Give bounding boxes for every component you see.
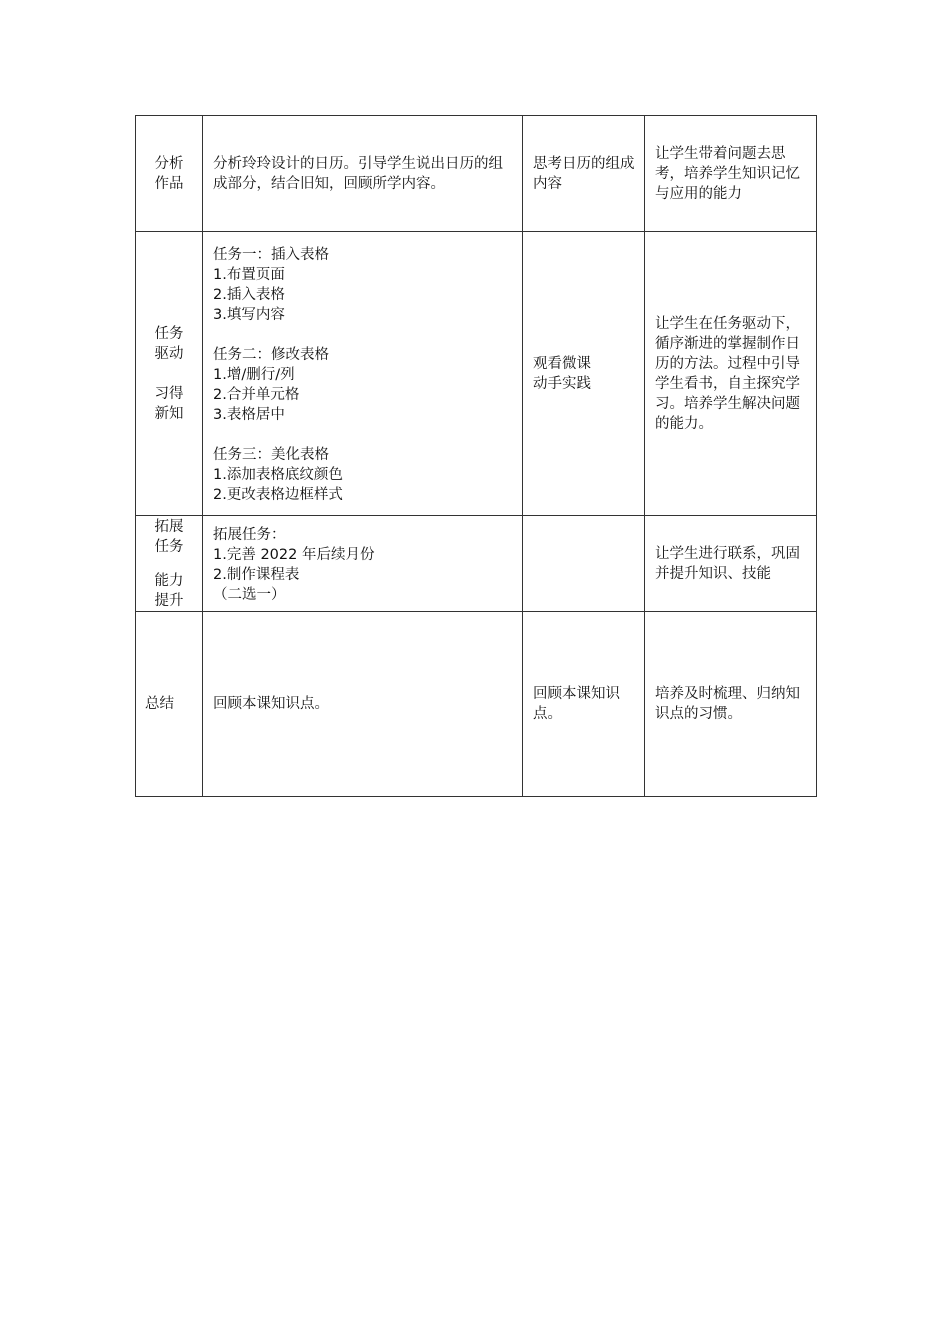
table-row <box>136 516 817 612</box>
stage-text: 任务 <box>154 325 184 342</box>
stage-text: 习得 <box>154 385 184 402</box>
task-item: 2.更改表格边框样式 <box>213 486 343 503</box>
content-text: 回顾本课知识点。 <box>213 696 329 712</box>
stage-text: 拓展 <box>154 518 184 535</box>
task-title: 任务二：修改表格 <box>213 346 329 363</box>
stage-text: 总结 <box>145 696 174 712</box>
task-title: 任务三：美化表格 <box>213 446 329 463</box>
stage-text: 作品 <box>154 175 184 192</box>
task-item: 3.表格居中 <box>213 406 285 423</box>
stage-cell <box>136 232 203 516</box>
design-intent-cell <box>645 612 817 797</box>
task-item: 1.增/删行/列 <box>213 366 295 383</box>
table-row <box>136 612 817 797</box>
student-activity-cell <box>523 516 645 612</box>
content-cell <box>203 612 523 797</box>
spacer <box>213 425 514 445</box>
task-item: 1.添加表格底纹颜色 <box>213 466 343 483</box>
student-activity-cell <box>523 116 645 232</box>
student-text: 思考日历的组成内容 <box>533 155 635 192</box>
spacer <box>213 325 514 345</box>
table-row <box>136 116 817 232</box>
stage-cell <box>136 612 203 797</box>
stage-text: 任务 <box>154 538 184 555</box>
task-item: 1.完善 2022 年后续月份 <box>213 546 375 563</box>
student-text: 回顾本课知识点。 <box>533 686 620 722</box>
task-item: 2.合并单元格 <box>213 386 300 403</box>
task-item: （二选一） <box>213 586 286 603</box>
spacer <box>136 557 202 571</box>
task-item: 3.填写内容 <box>213 306 285 323</box>
intent-text: 让学生在任务驱动下，循序渐进的掌握制作日历的方法。过程中引导学生看书，自主探究学习。培养学生解决问题的能力。 <box>655 315 800 432</box>
task-title: 任务一：插入表格 <box>213 246 329 263</box>
content-cell <box>203 516 523 612</box>
intent-text: 让学生进行联系，巩固并提升知识、技能 <box>655 545 800 582</box>
student-activity-cell <box>523 612 645 797</box>
student-activity-cell <box>523 232 645 516</box>
table-row <box>136 232 817 516</box>
design-intent-cell <box>645 516 817 612</box>
intent-text: 让学生带着问题去思考，培养学生知识记忆与应用的能力 <box>655 145 800 202</box>
spacer <box>136 364 202 384</box>
student-text: 动手实践 <box>533 375 591 392</box>
content-text: 分析玲玲设计的日历。引导学生说出日历的组成部分，结合旧知，回顾所学内容。 <box>213 155 503 192</box>
design-intent-cell <box>645 116 817 232</box>
stage-text: 分析 <box>154 155 184 172</box>
stage-text: 新知 <box>154 405 184 422</box>
task-item: 2.制作课程表 <box>213 566 300 583</box>
lesson-plan-table <box>135 115 817 797</box>
stage-text: 能力 <box>154 572 184 589</box>
stage-cell <box>136 116 203 232</box>
content-cell <box>203 232 523 516</box>
design-intent-cell <box>645 232 817 516</box>
intent-text: 培养及时梳理、归纳知识点的习惯。 <box>655 686 800 722</box>
task-item: 1.布置页面 <box>213 266 285 283</box>
student-text: 观看微课 <box>533 355 591 372</box>
stage-text: 提升 <box>154 592 184 609</box>
task-title: 拓展任务： <box>213 526 286 543</box>
stage-cell <box>136 516 203 612</box>
task-item: 2.插入表格 <box>213 286 285 303</box>
stage-text: 驱动 <box>154 345 184 362</box>
content-cell <box>203 116 523 232</box>
